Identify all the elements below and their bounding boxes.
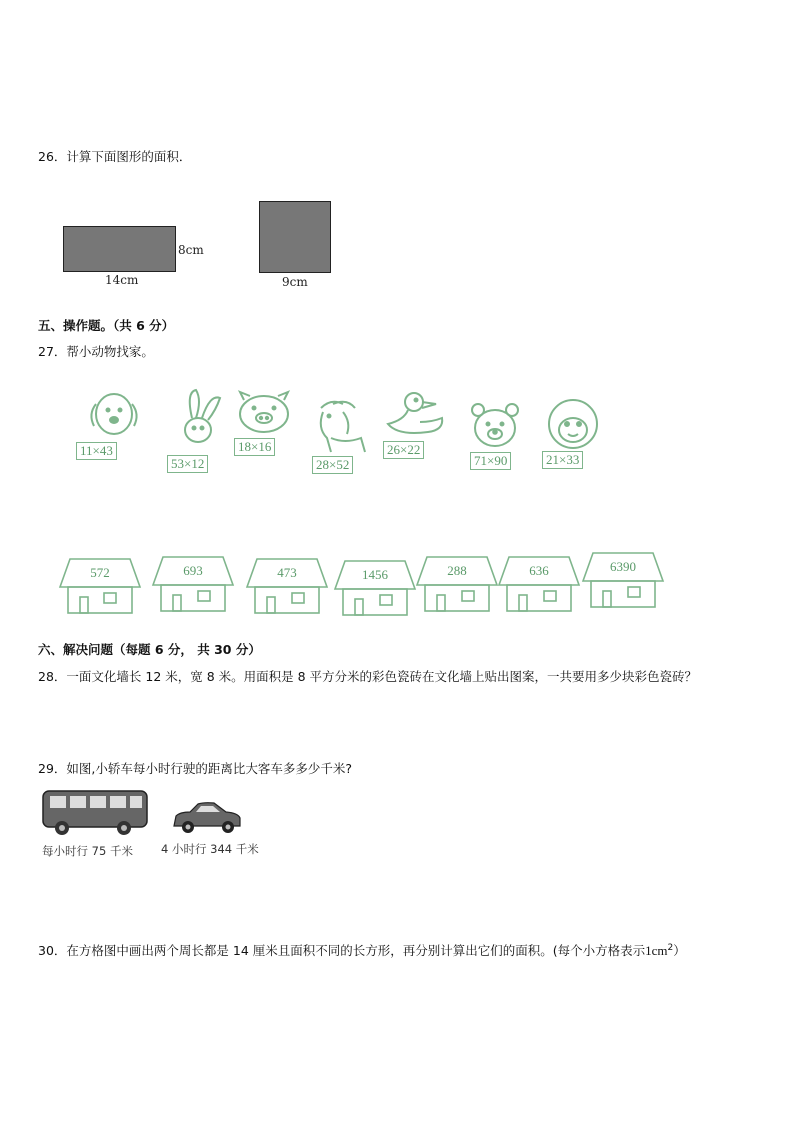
rabbit-icon [170,388,226,456]
animal-sign-6: 71×90 [470,452,511,470]
monkey-icon [540,396,606,452]
animal-sign-7: 21×33 [542,451,583,469]
bus-icon [40,786,152,838]
q30-body: 30．在方格图中画出两个周长都是 14 厘米且面积不同的长方形，再分别计算出它们的面积。(每个小方格表示 [38,943,646,958]
q30-unit-exponent: 2 [667,942,674,953]
animal-sign-4: 28×52 [312,456,353,474]
section5-heading: 五、操作题。（共 6 分） [38,318,175,333]
q28-text: 28．一面文化墙长 12 米，宽 8 米。用面积是 8 平方分米的彩色瓷砖在文化墙上贴出图案，一共要用多少块彩色瓷砖？ [38,669,698,684]
q30-unit: 1cm [645,943,668,958]
goat-icon [307,398,373,458]
animal-sign-3: 18×16 [234,438,275,456]
animal-sign-2: 53×12 [167,455,208,473]
house-number-2: 693 [183,563,203,578]
dog-icon [82,388,144,442]
house-number-5: 288 [447,563,467,578]
house-number-3: 473 [277,565,297,580]
rectangle-shape [63,226,176,272]
bus-caption: 每小时行 75 千米 [42,844,133,858]
square-side-label: 9cm [282,275,308,289]
rectangle-width-label: 14cm [105,273,139,287]
q30-text [38,941,686,959]
animal-sign-1: 11×43 [76,442,117,460]
q29-text: 29．如图,小轿车每小时行驶的距离比大客车多多少千米? [38,761,353,776]
car-caption: 4 小时行 344 千米 [161,842,259,856]
pig-icon [234,388,294,438]
q30-close: ） [673,943,686,958]
house-number-4: 1456 [362,567,388,582]
car-icon [170,800,244,836]
house-number-1: 572 [90,565,110,580]
q26-text: 26．计算下面图形的面积． [38,149,192,164]
animal-sign-5: 26×22 [383,441,424,459]
q27-text: 27．帮小动物找家。 [38,344,154,359]
rectangle-height-label: 8cm [178,243,204,257]
square-shape [259,201,331,273]
bear-icon [468,400,522,452]
house-number-7: 6390 [610,559,636,574]
duck-icon [380,390,450,438]
section6-heading: 六、解决问题（每题 6 分， 共 30 分） [38,642,261,657]
house-number-6: 636 [529,563,549,578]
